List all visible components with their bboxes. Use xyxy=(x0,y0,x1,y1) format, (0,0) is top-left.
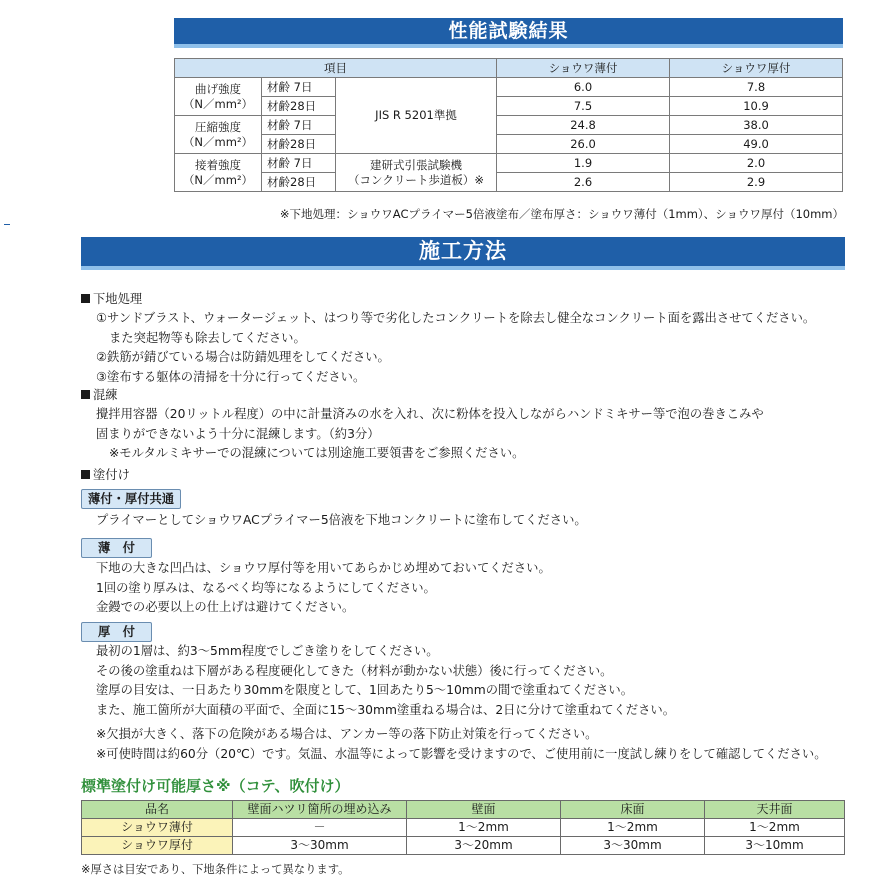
square-bullet-icon xyxy=(81,294,90,303)
value-cell: 3～20mm xyxy=(407,837,561,855)
thin-line: 金鏝での必要以上の仕上げは避けてください。 xyxy=(96,600,355,614)
header-thin: ショウワ薄付 xyxy=(497,59,670,78)
prep-line: ③塗布する躯体の清掃を十分に行ってください。 xyxy=(96,369,366,384)
value-thick: 10.9 xyxy=(670,97,843,116)
table-row xyxy=(175,78,843,97)
standard-jis: JIS R 5201準拠 xyxy=(336,78,497,154)
header-floor: 床面 xyxy=(561,801,705,819)
value-thin: 7.5 xyxy=(497,97,670,116)
product-name: ショウワ厚付 xyxy=(82,837,233,855)
table-row xyxy=(175,116,843,135)
age-cell: 材齢 7日 xyxy=(262,78,336,97)
square-bullet-icon xyxy=(81,470,90,479)
mixing-line: ※モルタルミキサーでの混練については別途施工要領書をご参照ください。 xyxy=(109,446,525,460)
thickness-footnote: ※厚さは目安であり、下地条件によって異なります。 xyxy=(81,863,350,876)
value-thin: 24.8 xyxy=(497,116,670,135)
margin-mark xyxy=(4,224,10,225)
value-cell: 1～2mm xyxy=(407,819,561,837)
value-cell: － xyxy=(233,819,407,837)
tag-thick: 厚 付 xyxy=(81,622,152,642)
age-cell: 材齢 7日 xyxy=(262,154,336,173)
coating-heading: 塗付け xyxy=(81,466,130,486)
tag-thin: 薄 付 xyxy=(81,538,152,558)
prep-line: また突起物等も除去してください。 xyxy=(109,330,306,345)
header-wall-fill: 壁面ハツリ箇所の埋め込み xyxy=(233,801,407,819)
item-adhesion: 接着強度 （N／mm²） xyxy=(175,154,262,192)
value-thin: 26.0 xyxy=(497,135,670,154)
table-header-row xyxy=(175,59,843,78)
prep-heading: 下地処理 xyxy=(81,290,142,310)
item-bending: 曲げ強度 （N／mm²） xyxy=(175,78,262,116)
table-row xyxy=(175,173,843,192)
coating-note: ※欠損が大きく、落下の危険がある場合は、アンカー等の落下防止対策を行ってください。 xyxy=(96,727,598,741)
thick-line: また、施工箇所が大面積の平面で、全面に15～30mm塗重ねる場合は、2日に分けて塗重ねてください。 xyxy=(96,702,675,717)
thick-line: 最初の1層は、約3～5mm程度でしごき塗りをしてください。 xyxy=(96,644,439,658)
square-bullet-icon xyxy=(81,390,90,399)
value-cell: 1～2mm xyxy=(705,819,845,837)
age-cell: 材齢 7日 xyxy=(262,116,336,135)
table-row xyxy=(82,819,845,837)
table-row xyxy=(175,135,843,154)
value-thick: 2.0 xyxy=(670,154,843,173)
performance-title: 性能試験結果 xyxy=(174,18,843,48)
item-compression: 圧縮強度 （N／mm²） xyxy=(175,116,262,154)
thin-line: 1回の塗り厚みは、なるべく均等になるようにしてください。 xyxy=(96,580,436,595)
age-cell: 材齢28日 xyxy=(262,97,336,116)
table-row xyxy=(175,97,843,116)
mixing-line: 固まりができないよう十分に混練します。（約3分） xyxy=(96,426,380,441)
thick-line: その後の塗重ねは下層がある程度硬化してきた（材料が動かない状態）後に行ってください。 xyxy=(96,663,613,678)
table-row xyxy=(82,837,845,855)
prep-line: ①サンドブラスト、ウォータージェット、はつり等で劣化したコンクリートを除去し健全なコンクリート面を露出させてください。 xyxy=(96,311,816,325)
value-thick: 38.0 xyxy=(670,116,843,135)
standard-bond: 建研式引張試験機 （コンクリート歩道板）※ xyxy=(336,154,497,192)
performance-note: ※下地処理：ショウワACプライマー5倍液塗布／塗布厚さ：ショウワ薄付（1mm）、ショウワ厚付（10mm） xyxy=(279,207,844,221)
thick-lines xyxy=(96,642,675,720)
value-thick: 49.0 xyxy=(670,135,843,154)
value-cell: 3～30mm xyxy=(561,837,705,855)
performance-table xyxy=(174,58,843,192)
value-thick: 7.8 xyxy=(670,78,843,97)
header-wall: 壁面 xyxy=(407,801,561,819)
mixing-heading: 混練 xyxy=(81,386,118,406)
mixing-line: 攪拌用容器（20リットル程度）の中に計量済みの水を入れ、次に粉体を投入しながらハンドミキサー等で泡の巻きこみや xyxy=(96,407,764,421)
thin-lines xyxy=(96,559,551,618)
table-header-row xyxy=(82,801,845,819)
value-thin: 2.6 xyxy=(497,173,670,192)
method-title: 施工方法 xyxy=(81,237,845,270)
common-line: プライマーとしてショウワACプライマー5倍液を下地コンクリートに塗布してください。 xyxy=(96,513,587,527)
thickness-title: 標準塗付け可能厚さ※（コテ、吹付け） xyxy=(81,777,350,795)
coating-notes xyxy=(96,725,827,764)
value-thin: 6.0 xyxy=(497,78,670,97)
age-cell: 材齢28日 xyxy=(262,135,336,154)
table-row xyxy=(175,154,843,173)
header-thick: ショウワ厚付 xyxy=(670,59,843,78)
value-cell: 1～2mm xyxy=(561,819,705,837)
header-ceiling: 天井面 xyxy=(705,801,845,819)
thin-line: 下地の大きな凹凸は、ショウワ厚付等を用いてあらかじめ埋めておいてください。 xyxy=(96,561,551,575)
value-cell: 3～30mm xyxy=(233,837,407,855)
prep-lines xyxy=(96,309,815,387)
mixing-lines xyxy=(96,405,764,464)
thickness-table xyxy=(81,800,845,855)
header-name: 品名 xyxy=(82,801,233,819)
thick-line: 塗厚の目安は、一日あたり30mmを限度として、1回あたり5～10mmの間で塗重ねてください。 xyxy=(96,683,633,697)
coating-note: ※可使時間は約60分（20℃）です。気温、水温等によって影響を受けますので、ご使用前に一度試し練りをして確認してください。 xyxy=(96,746,827,761)
header-item: 項目 xyxy=(175,59,497,78)
tag-common: 薄付・厚付共通 xyxy=(81,489,181,509)
value-cell: 3～10mm xyxy=(705,837,845,855)
product-name: ショウワ薄付 xyxy=(82,819,233,837)
value-thick: 2.9 xyxy=(670,173,843,192)
value-thin: 1.9 xyxy=(497,154,670,173)
age-cell: 材齢28日 xyxy=(262,173,336,192)
prep-line: ②鉄筋が錆びている場合は防錆処理をしてください。 xyxy=(96,350,390,364)
